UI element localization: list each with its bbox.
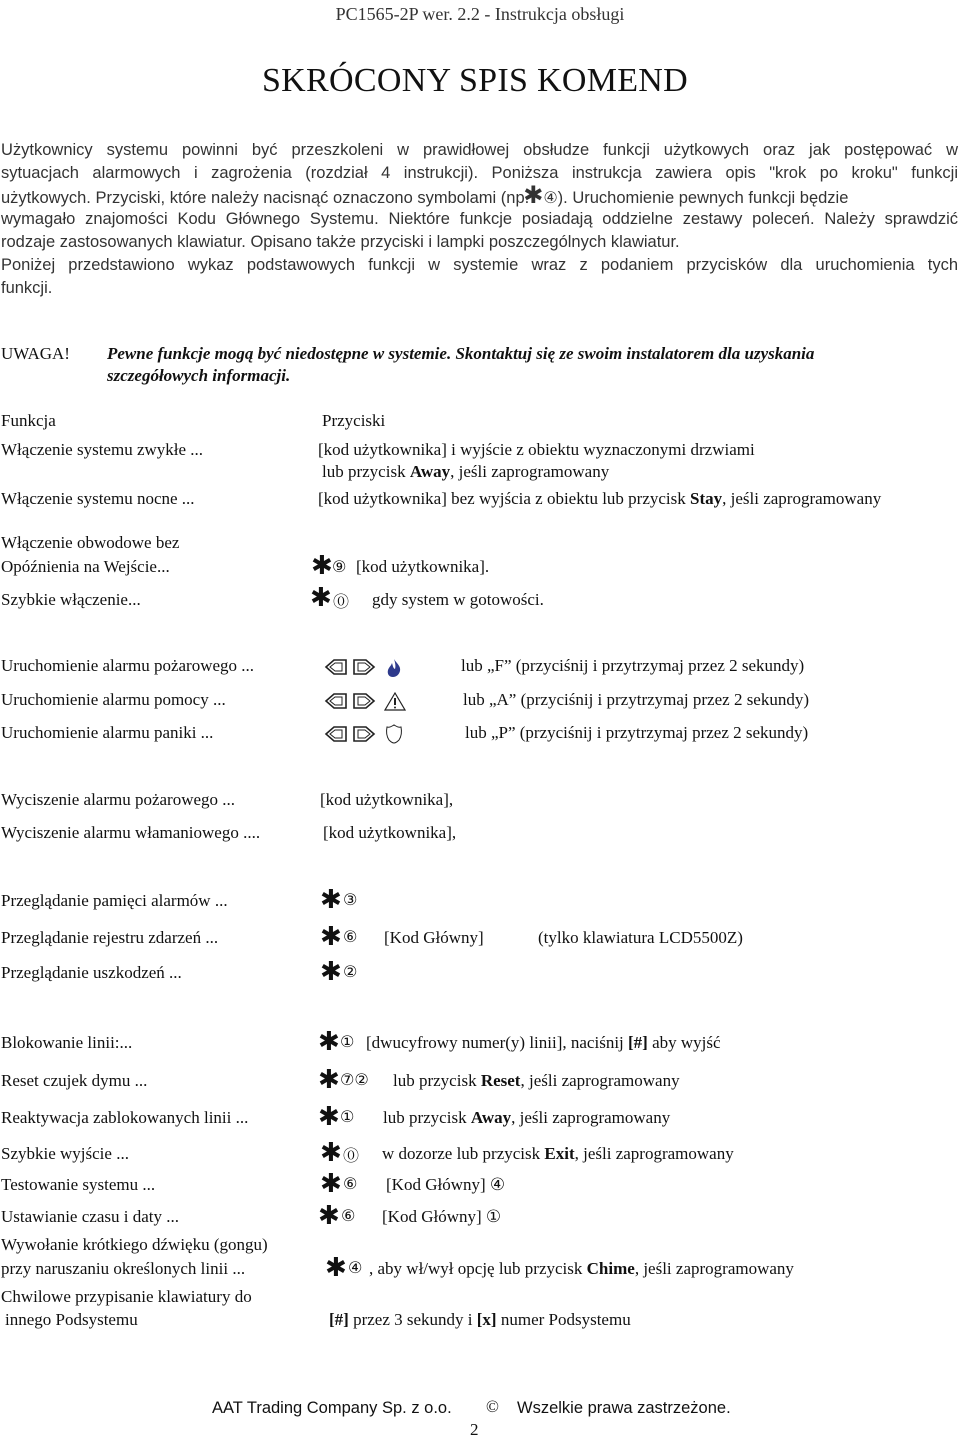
bypass-label: Blokowanie linii:... [1, 1033, 133, 1052]
note-line-1: Pewne funkcje mogą być niedostępne w systemie. Skontaktuj się ze swoim instalatorem dla uzyskania [107, 344, 815, 363]
asterisk-icon: ✱ [318, 1201, 340, 1231]
rebypass-label: Reaktywacja zablokowanych linii ... [1, 1108, 249, 1127]
page-number: 2 [470, 1420, 479, 1439]
asterisk-icon: ✱ [318, 1102, 340, 1132]
key-symbol: ② [343, 962, 358, 981]
chime-label-line-2: przy naruszaniu określonych linii ... [1, 1259, 246, 1278]
rebypass-text-c: , jeśli zaprogramowany [511, 1108, 671, 1127]
silence-burglary-label: Wyciszenie alarmu włamaniowego .... [1, 823, 261, 842]
key-symbol: ⑨ [332, 557, 347, 576]
event-log-note: (tylko klawiatura LCD5500Z) [538, 928, 743, 947]
asterisk-icon: ✱ [318, 1065, 340, 1095]
partition-text [329, 1310, 631, 1330]
nodelay-label-line-1: Włączenie obwodowe bez [1, 533, 180, 552]
key-symbol: ① [340, 1032, 355, 1051]
intro-line-7: funkcji. [1, 279, 53, 297]
exit-text-c: , jeśli zaprogramowany [574, 1144, 734, 1163]
footer-rights: Wszelkie prawa zastrzeżone. [517, 1399, 731, 1417]
hash-key: [#] [628, 1033, 648, 1052]
away-key-name: Away [409, 462, 451, 481]
partition-label-line-1: Chwilowe przypisanie klawiatury do [1, 1287, 252, 1306]
arrow-keys-icon [324, 657, 376, 677]
bypass-text-c: aby wyjść [647, 1033, 721, 1052]
asterisk-icon: ✱ [320, 1138, 342, 1168]
reset-smoke-text [393, 1071, 680, 1091]
note-line-2: szczegółowych informacji. [107, 366, 291, 385]
asterisk-icon: ✱ [318, 1027, 340, 1057]
key-symbol: ⑥ [343, 1174, 358, 1193]
system-test-label: Testowanie systemu ... [1, 1175, 156, 1194]
asterisk-icon: ✱ [320, 1169, 342, 1199]
intro-line-3b [558, 189, 958, 208]
partition-text-b: przez 3 sekundy i [348, 1310, 477, 1329]
column-header-function: Funkcja [1, 411, 56, 430]
reset-key-name: Reset [480, 1071, 521, 1090]
footer-company: AAT Trading Company Sp. z o.o. [212, 1399, 452, 1417]
aux-alarm-label: Uruchomienie alarmu pomocy ... [1, 690, 226, 709]
fire-alarm-label: Uruchomienie alarmu pożarowego ... [1, 656, 255, 675]
panic-alarm-label: Uruchomienie alarmu paniki ... [1, 723, 214, 742]
asterisk-icon: ✱ [523, 181, 544, 209]
key-symbol: ① [340, 1107, 355, 1126]
stay-key-name: Stay [690, 489, 723, 508]
aux-alarm-text: lub „A” (przyciśnij i przytrzymaj przez 2 sekundy) [463, 690, 810, 709]
nodelay-text: [kod użytkownika]. [356, 557, 490, 576]
reset-text-a: lub przycisk [393, 1071, 481, 1090]
document-header: PC1565-2P wer. 2.2 - Instrukcja obsługi [335, 4, 625, 24]
x-key: [x] [476, 1310, 497, 1329]
warning-icon [384, 691, 406, 711]
bypass-text [366, 1033, 721, 1053]
time-date-text: [Kod Główny] ① [382, 1207, 502, 1226]
key-symbol: ⑥ [343, 927, 358, 946]
arm-away-line-1: [kod użytkownika] i wyjście z obiektu wyznaczonymi drzwiami [318, 440, 755, 459]
time-date-label: Ustawianie czasu i daty ... [1, 1207, 179, 1226]
silence-burglary-text: [kod użytkownika], [323, 823, 457, 842]
arm-away-suffix: , jeśli zaprogramowany [450, 462, 610, 481]
chime-text [369, 1259, 794, 1279]
event-log-label: Przeglądanie rejestru zdarzeń ... [1, 928, 219, 947]
hash-key: [#] [329, 1310, 349, 1329]
asterisk-icon: ✱ [325, 1253, 347, 1283]
away-key-name: Away [470, 1108, 512, 1127]
chime-key-name: Chime [586, 1259, 635, 1278]
key-symbol: ⓪ [333, 592, 350, 611]
system-test-text: [Kod Główny] ④ [386, 1175, 506, 1194]
arm-stay-text: [kod użytkownika] bez wyjścia z obiektu lub przycisk [318, 489, 691, 508]
intro-line-3b-text: ). Uruchomienie pewnych funkcji będzie [557, 189, 849, 207]
arm-away-text: lub przycisk [322, 462, 410, 481]
asterisk-icon: ✱ [320, 922, 342, 952]
silence-fire-text: [kod użytkownika], [320, 790, 454, 809]
quick-exit-text [382, 1144, 734, 1164]
silence-fire-label: Wyciszenie alarmu pożarowego ... [1, 790, 236, 809]
fire-alarm-text: lub „F” (przyciśnij i przytrzymaj przez 2 sekundy) [461, 656, 805, 675]
arm-away-line-2 [322, 462, 609, 482]
exit-text-a: w dozorze lub przycisk [382, 1144, 545, 1163]
asterisk-icon: ✱ [320, 885, 342, 915]
trouble-view-label: Przeglądanie uszkodzeń ... [1, 963, 182, 982]
key-symbol: ⑥ [341, 1206, 356, 1225]
intro-line-3a: użytkowych. Przyciski, które należy nacisnąć oznaczono symbolami (np. [1, 189, 530, 207]
reset-text-c: , jeśli zaprogramowany [520, 1071, 680, 1090]
quick-arm-label: Szybkie włączenie... [1, 590, 141, 609]
partition-label-line-2: innego Podsystemu [5, 1310, 138, 1329]
arm-stay-keys [318, 489, 881, 509]
arm-stay-suffix: , jeśli zaprogramowany [722, 489, 882, 508]
quick-arm-text: gdy system w gotowości. [372, 590, 544, 609]
alarm-memory-label: Przeglądanie pamięci alarmów ... [1, 891, 228, 910]
intro-line-5: rodzaje zastosowanych klawiatur. Opisano także przyciski i lampki poszczególnych klawiatur. [1, 233, 680, 251]
rebypass-text [383, 1108, 670, 1128]
column-header-keys: Przyciski [322, 411, 386, 430]
intro-line-1: Użytkownicy systemu powinni być przeszkoleni w prawidłowej obsłudze funkcji użytkowych oraz jak postępować w [1, 141, 958, 159]
asterisk-icon: ✱ [311, 551, 333, 581]
rebypass-text-a: lub przycisk [383, 1108, 471, 1127]
quick-exit-label: Szybkie wyjście ... [1, 1144, 129, 1163]
intro-line-4: wymagało znajomości Kodu Głównego Systemu. Niektóre funkcje posiadają oddzielne zestawy poleceń. Należy sprawdzić [1, 210, 958, 228]
key-symbol: ⓪ [343, 1146, 360, 1165]
copyright-symbol: © [486, 1397, 499, 1416]
flame-icon [384, 658, 404, 678]
arm-stay-label: Włączenie systemu nocne ... [1, 489, 195, 508]
chime-text-a: , aby wł/wył opcję lub przycisk [369, 1259, 587, 1278]
arm-away-label: Włączenie systemu zwykłe ... [1, 440, 204, 459]
panic-alarm-text: lub „P” (przyciśnij i przytrzymaj przez 2 sekundy) [465, 723, 809, 742]
key-symbol: ③ [343, 890, 358, 909]
reset-smoke-label: Reset czujek dymu ... [1, 1071, 148, 1090]
nodelay-label-line-2: Opóźnienia na Wejście... [1, 557, 170, 576]
bypass-text-a: [dwucyfrowy numer(y) linii], naciśnij [366, 1033, 629, 1052]
intro-line-2: sytuacjach alarmowych i zagrożenia (rozdział 4 instrukcji). Poniższa instrukcja zawiera opis "krok po kroku" funkcji [1, 164, 958, 182]
intro-line-3 [1, 181, 958, 209]
partition-text-d: numer Podsystemu [496, 1310, 631, 1329]
asterisk-icon: ✱ [310, 583, 332, 613]
shield-icon [384, 724, 404, 744]
arrow-keys-icon [324, 691, 376, 711]
intro-line-6: Poniżej przedstawiono wykaz podstawowych funkcji w systemie wraz z podaniem przycisków dla uruchomienia tych [1, 256, 958, 274]
key-symbol: ④ [348, 1258, 363, 1277]
page-title: SKRÓCONY SPIS KOMEND [261, 62, 689, 99]
key-symbol-example: ④ [543, 188, 558, 207]
exit-key-name: Exit [544, 1144, 575, 1163]
note-label: UWAGA! [1, 344, 70, 363]
asterisk-icon: ✱ [320, 957, 342, 987]
event-log-text: [Kod Główny] [384, 928, 484, 947]
chime-label-line-1: Wywołanie krótkiego dźwięku (gongu) [1, 1235, 268, 1254]
chime-text-c: , jeśli zaprogramowany [634, 1259, 794, 1278]
arrow-keys-icon [324, 724, 376, 744]
key-symbol: ⑦② [340, 1070, 369, 1089]
